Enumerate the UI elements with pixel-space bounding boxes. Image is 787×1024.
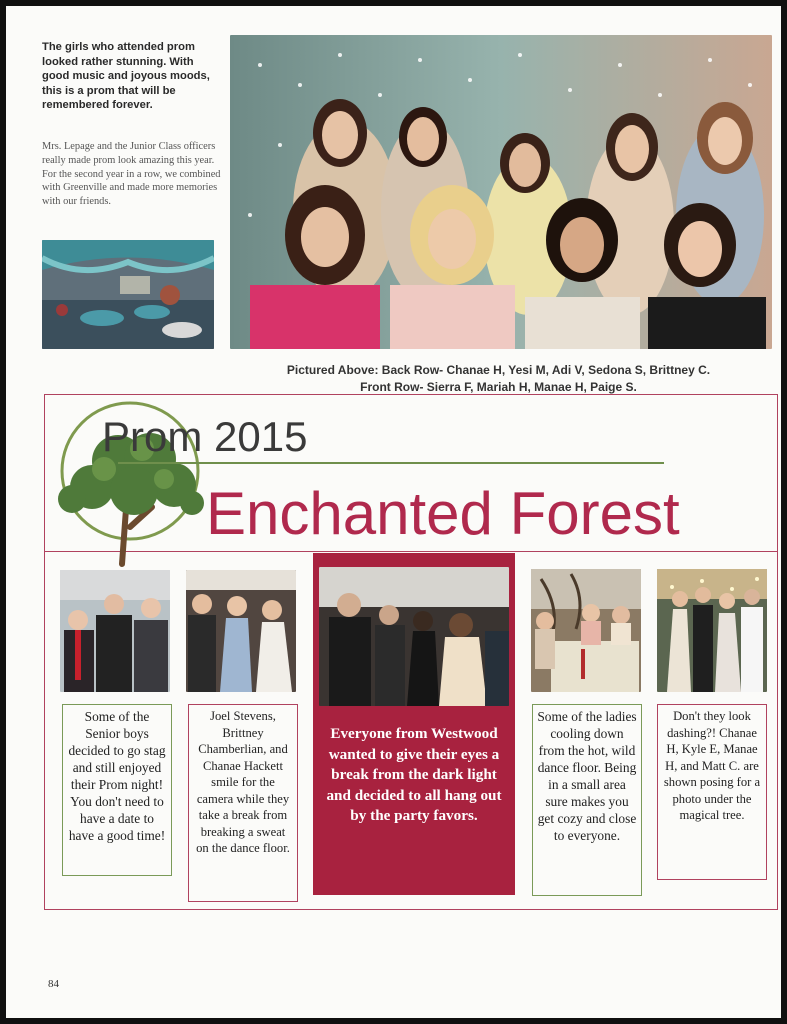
party-favors-photo <box>319 567 509 706</box>
caption-joel-brittney-chanae: Joel Stevens, Brittney Chamberlian, and Chanae Hackett smile for the camera while they take a break from breaking a sweat on the dance floor. <box>188 704 298 902</box>
caption-line-back-row: Pictured Above: Back Row- Chanae H, Yesi M, Adi V, Sedona S, Brittney C. <box>286 363 711 377</box>
group-photo-caption <box>226 362 771 396</box>
group-photo <box>230 35 772 349</box>
caption-ladies-cooling: Some of the ladies cooling down from the hot, wild dance floor. Being in a small area sure makes you get cozy and close to everyone. <box>532 704 642 896</box>
joel-brittney-chanae-photo <box>186 570 296 692</box>
intro-bold-text: The girls who attended prom looked rather stunning. With good music and joyous moods, this is a prom that will be remembered forever. <box>42 41 210 111</box>
yearbook-page <box>6 6 781 1018</box>
page-number: 84 <box>48 978 59 990</box>
section-title: Enchanted Forest <box>206 480 680 547</box>
caption-senior-boys: Some of the Senior boys decided to go stag and still enjoyed their Prom night! You don't need to have a date to have a good time! <box>62 704 172 876</box>
magical-tree-photo <box>657 569 767 692</box>
caption-line-front-row: Front Row- Sierra F, Mariah H, Manae H, Paige S. <box>360 380 637 394</box>
decorated-hall-photo <box>42 240 214 349</box>
caption-party-favors: Everyone from Westwood wanted to give their eyes a break from the dark light and decided to all hang out by the party favors. <box>313 706 515 895</box>
caption-magical-tree: Don't they look dashing?! Chanae H, Kyle E, Manae H, and Matt C. are shown posing for a photo under the magical tree. <box>657 704 767 880</box>
section-subtitle: Prom 2015 <box>102 413 308 460</box>
title-rule <box>118 462 664 464</box>
ladies-cooling-photo <box>531 569 641 692</box>
senior-boys-photo <box>60 570 170 692</box>
intro-body-text: Mrs. Lepage and the Junior Class officers really made prom look amazing this year. For the second year in a row, we combined with Greenville and made more memories with our friends. <box>42 141 221 208</box>
